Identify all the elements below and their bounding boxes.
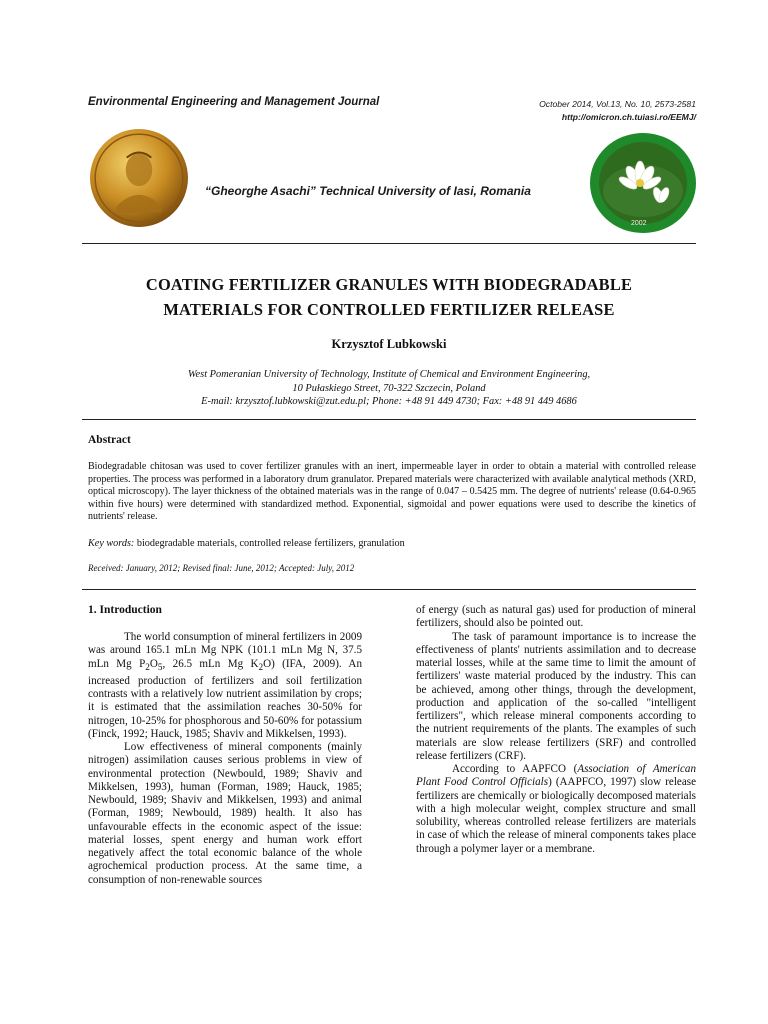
abstract-heading: Abstract bbox=[88, 434, 131, 446]
abstract-text: Biodegradable chitosan was used to cover fertilizer granules with an inert, impermeable layer in order to obtain a material with controlled release properties. The process was performed in a laboratory drum granulator. Prepared materials were characterized with available analytical methods (XRD, optical microscopy). The layer thickness of the obtained materials was in the range of 0.047 – 0.5425 mm. The degree of nutrients' release (0.64-0.965 within five hours) were determined with standardized method. Exponential, sigmoidal and power equations were used to describe the kinetics of nutrients' release. bbox=[88, 461, 696, 523]
journal-name: Environmental Engineering and Management Journal bbox=[88, 96, 380, 108]
paragraph: of energy (such as natural gas) used for production of mineral fertilizers, should also be pointed out. bbox=[416, 604, 696, 630]
paragraph: Low effectiveness of mineral components (mainly nitrogen) assimilation causes serious problems in view of environmental protection (Newbould, 1989; Shaviv and Mikkelsen, 1993), human (Forman, 1989; Hauck, 1985; Newbould, 1989; Shaviv and Mikkelsen, 1993) and animal (Forman, 1989; Newbould, 1989) health. It also has unfavourable effects in the economic aspect of the issue: material losses, spent energy and human work effort negatively affect the total economic balance of the whole agrochemical production process. At the same time, a consumption of non-renewable sources bbox=[88, 741, 362, 886]
author-name: Krzysztof Lubkowski bbox=[331, 337, 447, 351]
water-lily-logo-icon bbox=[588, 131, 698, 235]
body-column-left bbox=[88, 631, 362, 887]
logo-year: 2002 bbox=[631, 220, 647, 227]
body-column-right bbox=[416, 604, 696, 856]
paragraph: The world consumption of mineral fertilizers in 2009 was around 165.1 mLn Mg NPK (101.1 mLn Mg N, 37.5 mLn Mg $P_2O_5$, 26.5 mLn Mg $K_2O$) (IFA, 2009). An increased production of fertilizers and soil fertilization contrasts with a relatively low nutrient assimilation by crops; it is estimated that the assimilation reaches 30-50% for nitrogen, 10-25% for phosphorous and 50-60% for potassium (Finck, 1992; Hauck, 1985; Shaviv and Mikkelsen, 1993). bbox=[88, 631, 362, 740]
title-line-2: MATERIALS FOR CONTROLLED FERTILIZER RELEASE bbox=[163, 300, 615, 319]
affiliation-line-1: West Pomeranian University of Technology, Institute of Chemical and Environment Engineering, bbox=[187, 369, 591, 380]
abstract-top-rule bbox=[82, 419, 696, 420]
affiliation bbox=[100, 368, 678, 409]
issue-info bbox=[539, 98, 696, 124]
keywords-label: Key words: bbox=[88, 538, 135, 549]
section-heading: 1. Introduction bbox=[88, 604, 162, 616]
abstract-bottom-rule bbox=[82, 589, 696, 590]
affiliation-line-2: 10 Pułaskiego Street, 70-322 Szczecin, Poland bbox=[292, 382, 486, 394]
keywords bbox=[88, 538, 696, 549]
title-line-1: COATING FERTILIZER GRANULES WITH BIODEGRADABLE bbox=[145, 275, 633, 294]
affiliation-line-3: E-mail: krzysztof.lubkowski@zut.edu.pl; Phone: +48 91 449 4730; Fax: +48 91 449 4686 bbox=[201, 396, 577, 407]
medal-icon bbox=[88, 127, 190, 229]
university-name: “Gheorghe Asachi” Technical University of Iasi, Romania bbox=[205, 184, 531, 198]
issue-line: October 2014, Vol.13, No. 10, 2573-2581 bbox=[539, 99, 696, 109]
paragraph: The task of paramount importance is to increase the effectiveness of plants' nutrients assimilation and to decrease material losses, while at the same time to limit the amount of fertilizers' waste material produced by the industry. This can be achieved, among other things, through the development, production and application of the so-called "intelligent fertilizers", which release mineral components according to the nutrient requirements of the plants. The examples of such materials are slow release fertilizers (SRF) and controlled release fertilizers (CRF). bbox=[416, 630, 696, 762]
header-rule bbox=[82, 243, 696, 244]
paper-title bbox=[82, 272, 696, 322]
paragraph: According to AAPFCO (Association of American Plant Food Control Officials) (AAPFCO, 1997) slow release fertilizers are chemically or biologically decomposed materials with a high molecular weight, complex structure and small solubility, whereas controlled release fertilizers are materials in case of which the release of mineral components takes place through a polymer layer or a membrane. bbox=[416, 763, 696, 855]
journal-url[interactable]: http://omicron.ch.tuiasi.ro/EEMJ/ bbox=[561, 112, 696, 122]
received-dates: Received: January, 2012; Revised final: June, 2012; Accepted: July, 2012 bbox=[88, 563, 355, 573]
keywords-text: biodegradable materials, controlled release fertilizers, granulation bbox=[134, 538, 405, 549]
